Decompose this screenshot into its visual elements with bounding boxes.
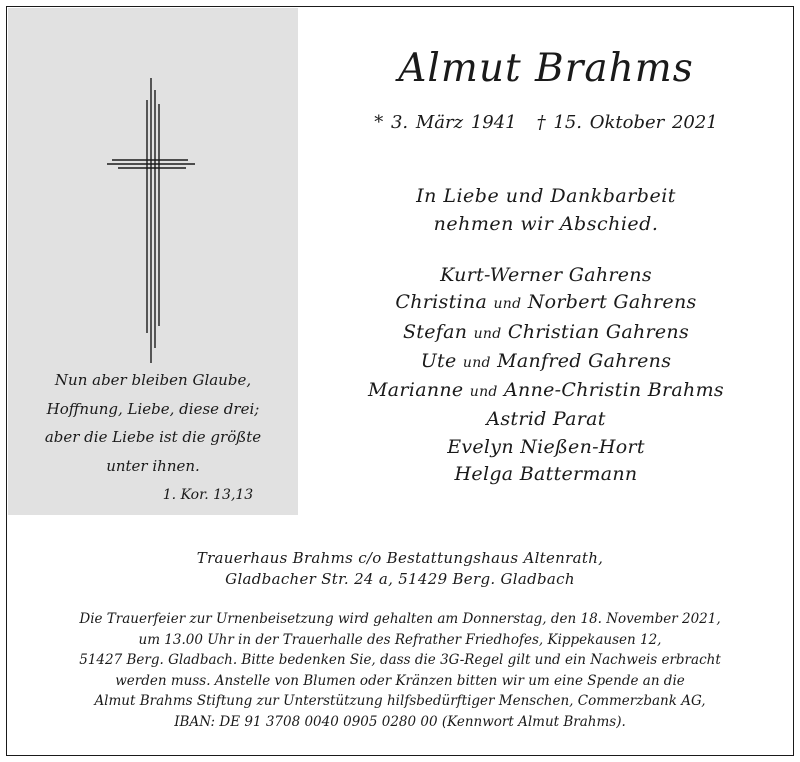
- verse-line: unter ihnen.: [106, 456, 200, 475]
- mourner-name: Norbert Gahrens: [527, 291, 697, 314]
- farewell-line: In Liebe und Dankbarbeit: [416, 185, 676, 207]
- mourners-list: [298, 262, 794, 488]
- conjunction: und: [493, 296, 522, 313]
- verse-reference: 1. Kor. 13,13: [162, 487, 254, 503]
- verse-line: Nun aber bleiben Glaube,: [54, 371, 252, 389]
- mourning-address: [8, 548, 792, 590]
- mourner-entry: [298, 377, 794, 406]
- mourner-name: Kurt-Werner Gahrens: [440, 264, 652, 286]
- mourner-entry: [298, 348, 794, 377]
- info-line: 51427 Berg. Gladbach. Bitte bedenken Sie, dass die 3G-Regel gilt und ein Nachweis erbracht: [79, 652, 721, 668]
- farewell-text: [298, 182, 794, 238]
- verse-line: aber die Liebe ist die größte: [44, 428, 262, 446]
- mourner-name: Christina: [395, 291, 488, 314]
- mourner-name: Marianne: [368, 379, 464, 402]
- mourner-name: Christian Gahrens: [507, 320, 690, 343]
- deceased-name: Almut Brahms: [398, 46, 694, 91]
- funeral-info: [8, 609, 792, 732]
- mourner-entry: [298, 319, 794, 348]
- mourner-name: Evelyn Nießen-Hort: [447, 435, 645, 458]
- info-line: Die Trauerfeier zur Urnenbeisetzung wird gehalten am Donnerstag, den 18. November 2021,: [79, 611, 721, 627]
- mourner-name: Manfred Gahrens: [497, 349, 672, 372]
- death-date: † 15. Oktober 2021: [536, 112, 718, 133]
- cross-icon: [8, 8, 298, 368]
- address-line: Gladbacher Str. 24 a, 51429 Berg. Gladbach: [225, 570, 575, 588]
- mourner-entry: [298, 406, 794, 433]
- info-line: IBAN: DE 91 3708 0040 0905 0280 00 (Kennwort Almut Brahms).: [174, 713, 626, 730]
- mourner-entry: [298, 289, 794, 318]
- mourner-name: Ute: [420, 349, 457, 372]
- info-line: Almut Brahms Stiftung zur Unterstützung hilfsbedürftiger Menschen, Commerzbank AG,: [94, 693, 706, 709]
- bible-verse: [8, 366, 298, 480]
- mourner-name: Astrid Parat: [486, 408, 606, 431]
- mourner-name: Anne-Christin Brahms: [504, 379, 724, 402]
- mourner-entry: [298, 262, 794, 289]
- verse-line: Hoffnung, Liebe, diese drei;: [46, 399, 260, 418]
- conjunction: und: [462, 354, 491, 371]
- conjunction: und: [469, 384, 498, 401]
- life-dates: [298, 112, 794, 133]
- conjunction: und: [473, 325, 502, 342]
- mourner-entry: [298, 461, 794, 488]
- info-line: um 13.00 Uhr in der Trauerhalle des Refrather Friedhofes, Kippekausen 12,: [138, 631, 662, 648]
- farewell-line: nehmen wir Abschied.: [433, 213, 659, 235]
- mourner-entry: [298, 434, 794, 461]
- address-line: Trauerhaus Brahms c/o Bestattungshaus Altenrath,: [196, 549, 604, 567]
- info-line: werden muss. Anstelle von Blumen oder Kränzen bitten wir um eine Spende an die: [115, 672, 685, 689]
- mourner-name: Helga Battermann: [454, 463, 638, 486]
- birth-date: * 3. März 1941: [374, 112, 517, 133]
- mourner-name: Stefan: [402, 320, 468, 343]
